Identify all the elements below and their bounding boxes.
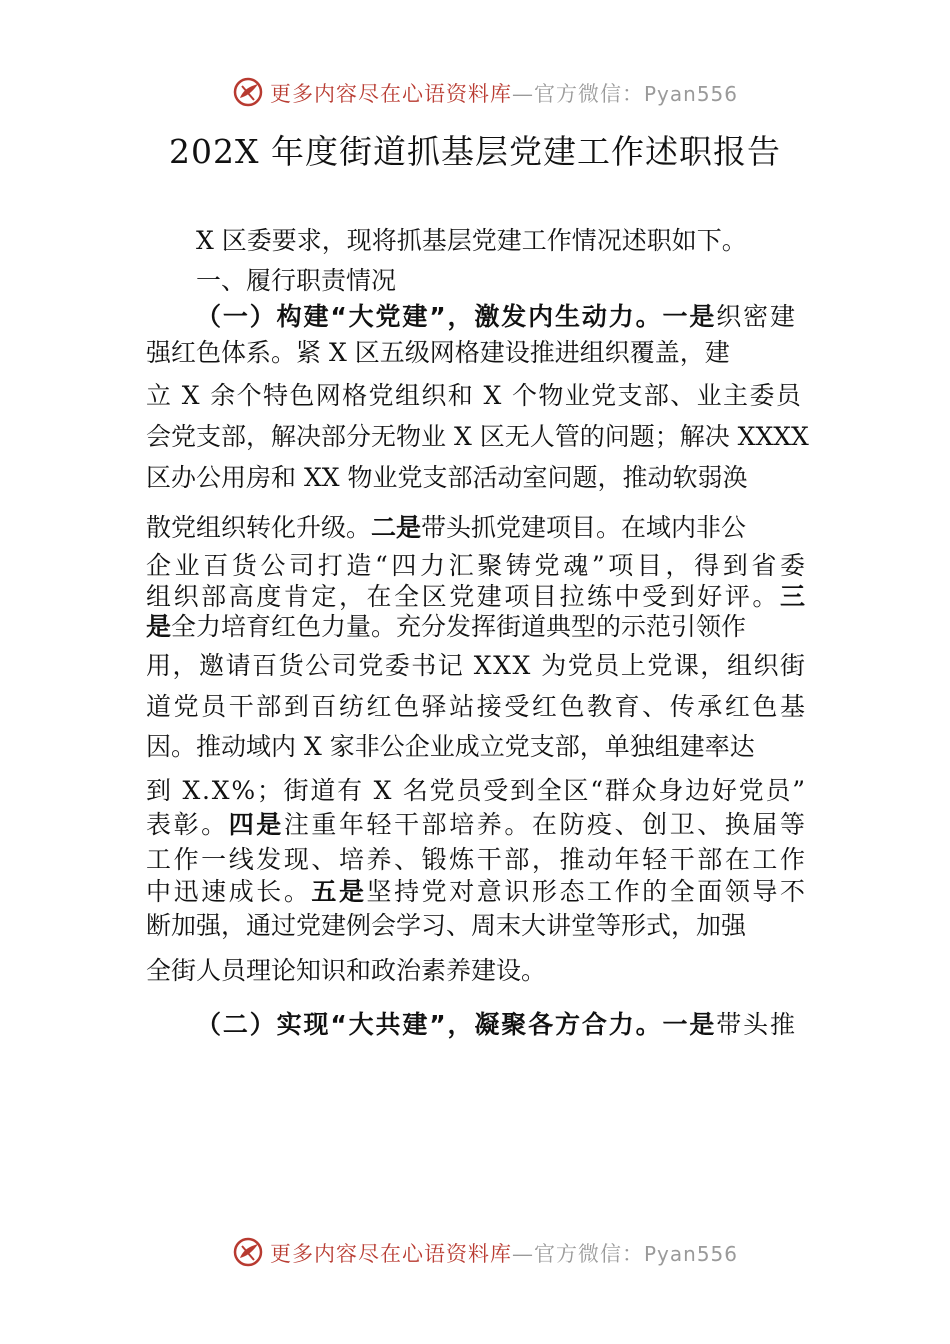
text-run: 全力培育红色力量。充分发挥街道典型的示范引领作	[171, 612, 747, 641]
document-title: 202X 年度街道抓基层党建工作述职报告	[169, 132, 781, 171]
text-run: 表彰。	[146, 810, 229, 839]
text-run: 会党支部，解决部分无物业 X 区无人管的问题；解决 XXXX	[146, 422, 809, 451]
watermark-id: Pyan556	[644, 82, 739, 106]
bold-run: 四是	[228, 810, 284, 839]
text-run: 一、履行职责情况	[196, 266, 397, 295]
watermark-text	[270, 1238, 738, 1268]
paragraph-line	[146, 778, 807, 803]
paragraph-line	[146, 424, 809, 449]
paragraph-line	[146, 913, 746, 938]
paragraph-line	[196, 228, 747, 253]
text-run: 企业百货公司打造“四力汇聚铸党魂”项目，得到省委	[146, 551, 809, 580]
brand-logo-icon	[232, 1236, 264, 1268]
text-run: 道党员干部到百纺红色驿站接受红色教育、传承红色基	[146, 692, 808, 721]
text-run: 全街人员理论知识和政治素养建设。	[146, 956, 547, 985]
text-run: 散党组织转化升级。	[146, 513, 372, 542]
text-run: 坚持党对意识形态工作的全面领导不	[366, 877, 808, 906]
text-run: 到 X.X%；街道有 X 名党员受到全区“群众身边好党员”	[146, 776, 807, 805]
paragraph-line	[146, 553, 809, 578]
watermark-text	[270, 78, 738, 108]
paragraph-line	[146, 812, 808, 837]
text-run: 注重年轻干部培养。在防疫、创卫、换届等	[283, 810, 808, 839]
watermark-main: 更多内容尽在心语资料库	[270, 1242, 512, 1266]
paragraph-line	[146, 653, 807, 678]
text-run: 用，邀请百货公司党委书记 XXX 为党员上党课，组织街	[146, 651, 807, 680]
watermark-main: 更多内容尽在心语资料库	[270, 82, 512, 106]
bold-run: 二是	[371, 513, 422, 542]
watermark-dash: —	[512, 82, 534, 106]
bold-run: 三	[779, 582, 808, 611]
text-run: 强红色体系。紧 X 区五级网格建设推进组织覆盖，建	[146, 338, 730, 367]
bold-run: （二）实现“大共建”，凝聚各方合力。一是	[196, 1010, 717, 1039]
text-run: 织密建	[716, 302, 797, 331]
text-run: 中迅速成长。	[146, 877, 312, 906]
watermark-official: 官方微信：	[534, 1242, 644, 1266]
paragraph-line	[146, 340, 730, 365]
bold-run: 是	[146, 612, 172, 641]
text-run: 组织部高度肯定，在全区党建项目拉练中受到好评。	[146, 582, 780, 611]
text-run: 断加强，通过党建例会学习、周末大讲堂等形式，加强	[146, 911, 747, 940]
text-run: 因。推动域内 X 家非公企业成立党支部，单独组建率达	[146, 732, 755, 761]
bold-run: （一）构建“大党建”，激发内生动力。一是	[196, 302, 717, 331]
watermark-id: Pyan556	[644, 1242, 739, 1266]
paragraph-line	[146, 958, 546, 983]
paragraph-line	[196, 304, 797, 329]
bold-run: 五是	[311, 877, 367, 906]
paragraph-line	[146, 614, 746, 639]
watermark-dash: —	[512, 1242, 534, 1266]
paragraph-line	[146, 694, 808, 719]
text-run: 工作一线发现、培养、锻炼干部，推动年轻干部在工作	[146, 845, 808, 874]
paragraph-line	[146, 584, 808, 609]
paragraph-line	[146, 383, 802, 408]
brand-logo-icon	[232, 76, 264, 108]
watermark-official: 官方微信：	[534, 82, 644, 106]
text-run: 带头推	[716, 1010, 797, 1039]
paragraph-line	[146, 515, 746, 540]
paragraph-line	[146, 465, 748, 490]
text-run: 区办公用房和 XX 物业党支部活动室问题，推动软弱涣	[146, 463, 748, 492]
header-watermark	[0, 72, 950, 112]
paragraph-line	[146, 734, 755, 759]
paragraph-line	[146, 879, 808, 904]
text-run: 立 X 余个特色网格党组织和 X 个物业党支部、业主委员	[146, 381, 803, 410]
footer-watermark	[0, 1232, 950, 1272]
paragraph-line	[146, 847, 808, 872]
text-run: 带头抓党建项目。在域内非公	[421, 513, 747, 542]
paragraph-line	[196, 1012, 797, 1037]
text-run: X 区委要求，现将抓基层党建工作情况述职如下。	[196, 226, 747, 255]
paragraph-line	[196, 268, 396, 293]
